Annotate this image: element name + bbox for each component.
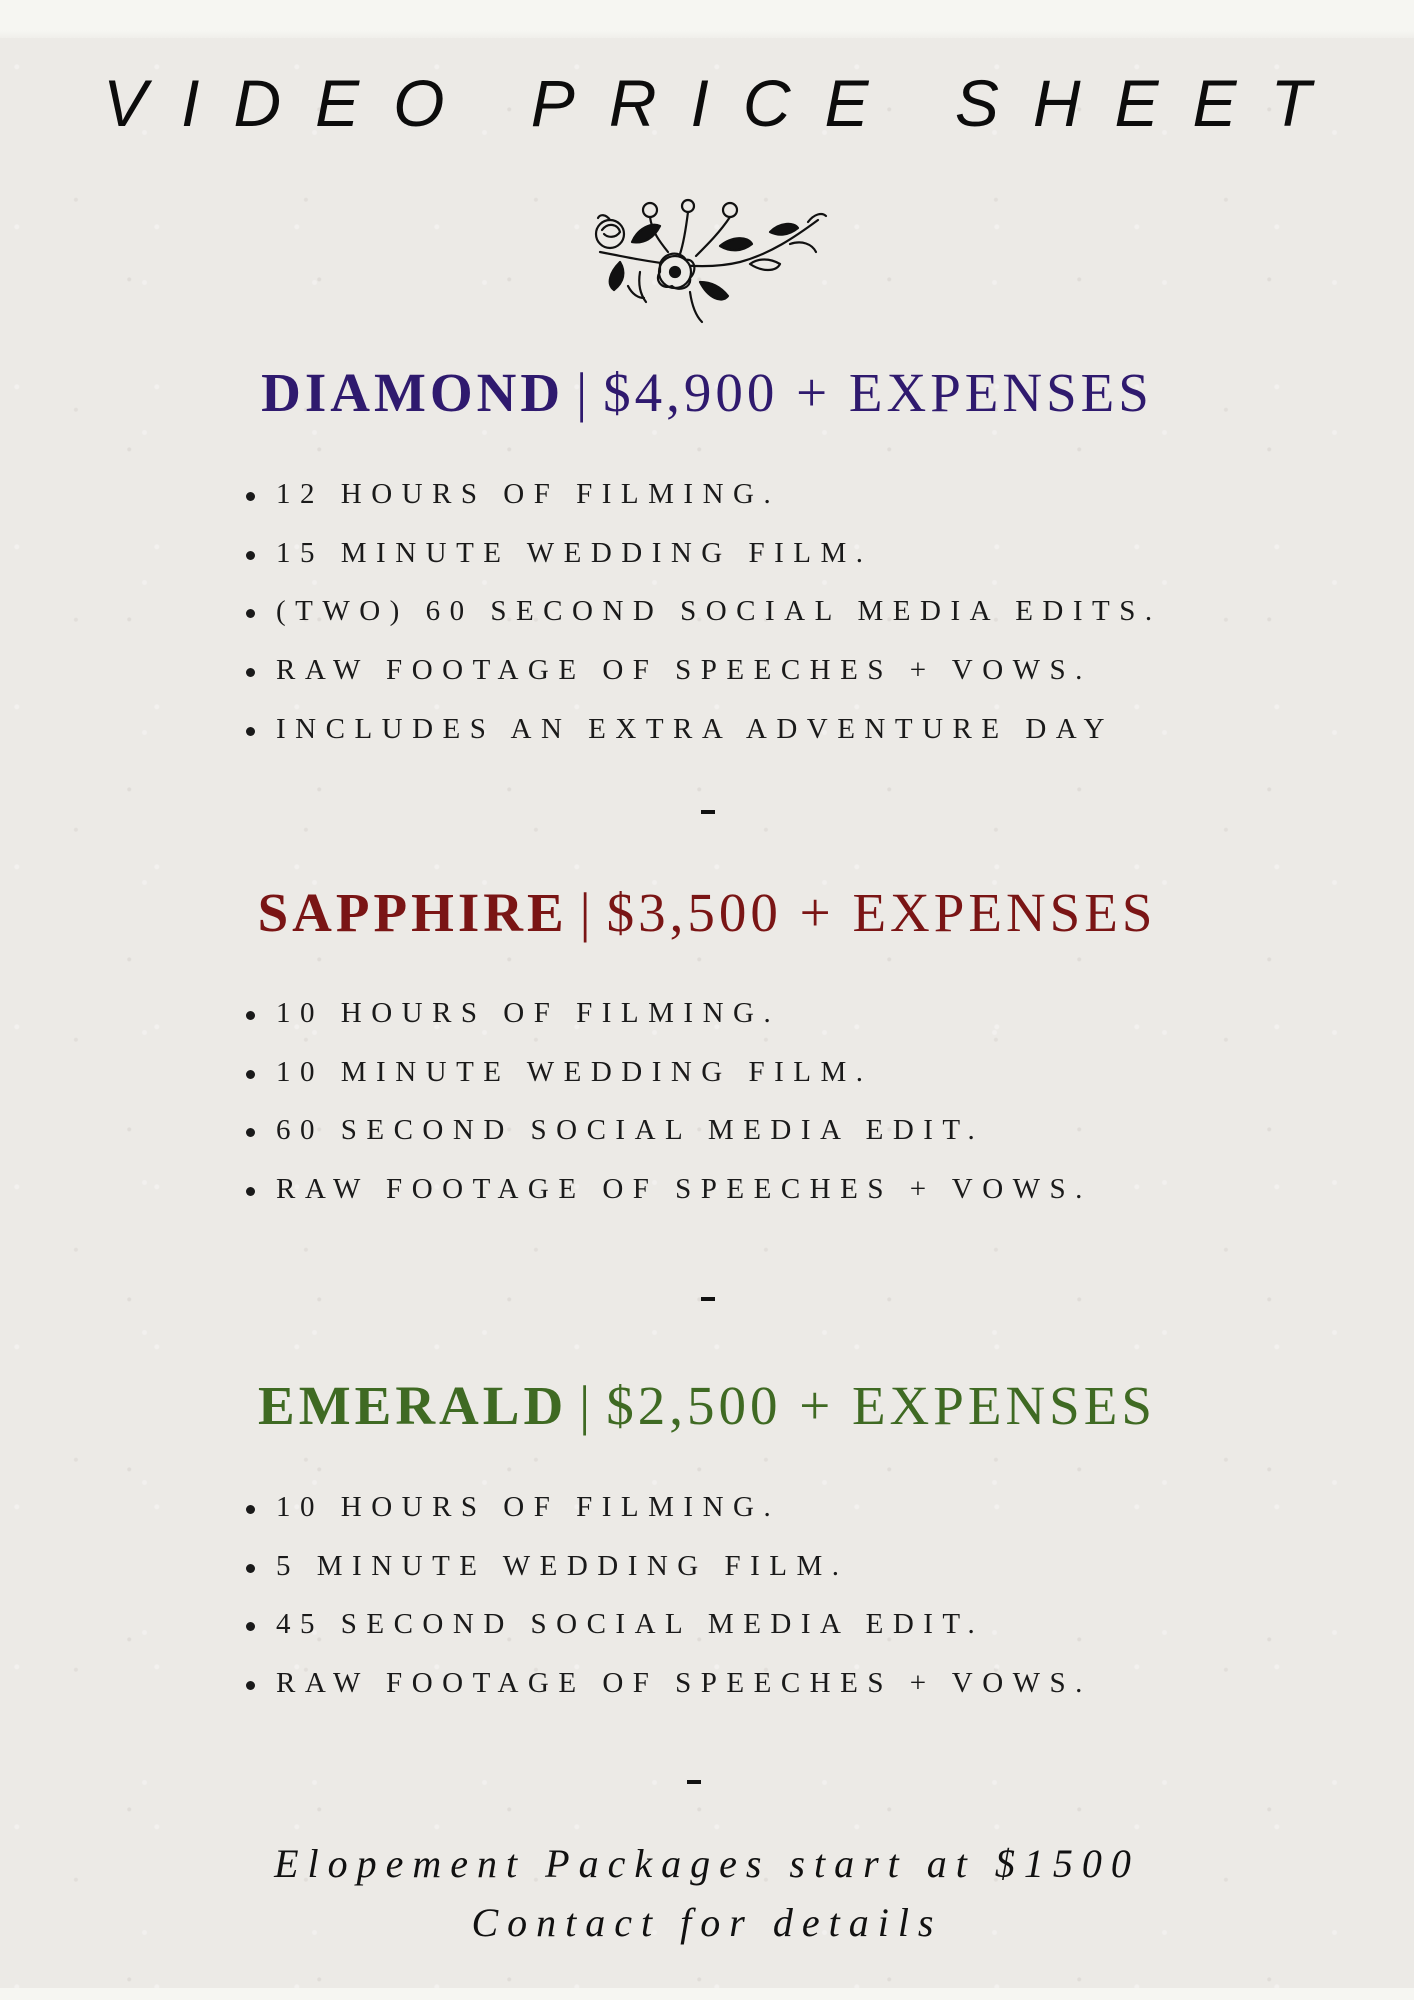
list-item: 15 MINUTE WEDDING FILM. [246,524,1162,583]
list-item: RAW FOOTAGE OF SPEECHES + VOWS. [246,1654,1092,1713]
list-item: 5 MINUTE WEDDING FILM. [246,1537,1092,1596]
contact-note: Contact for details [471,1900,943,1945]
list-item: 10 HOURS OF FILMING. [246,1478,1092,1537]
emerald-feature-list [246,1478,1092,1713]
list-item: 60 SECOND SOCIAL MEDIA EDIT. [246,1101,1092,1160]
section-divider-dash [701,1297,715,1301]
section-divider-dash [687,1780,701,1784]
list-item: INCLUDES AN EXTRA ADVENTURE DAY [246,700,1162,759]
section-divider-dash [701,810,715,814]
package-tier: EMERALD [258,1375,568,1436]
page-title: VIDEO PRICE SHEET [103,66,1345,140]
package-price: $4,900 + EXPENSES [603,362,1153,423]
package-price: $2,500 + EXPENSES [606,1375,1156,1436]
package-tier: DIAMOND [261,362,565,423]
list-item: 10 MINUTE WEDDING FILM. [246,1043,1092,1102]
heading-separator: | [576,362,592,423]
package-heading [0,882,1414,943]
package-heading [0,1375,1414,1436]
list-item: 12 HOURS OF FILMING. [246,465,1162,524]
heading-separator: | [579,882,595,943]
floral-sprig-icon [580,192,830,327]
package-heading [0,362,1414,423]
list-item: (TWO) 60 SECOND SOCIAL MEDIA EDITS. [246,582,1162,641]
list-item: 45 SECOND SOCIAL MEDIA EDIT. [246,1595,1092,1654]
package-price: $3,500 + EXPENSES [606,882,1157,943]
list-item: RAW FOOTAGE OF SPEECHES + VOWS. [246,641,1162,700]
paper-torn-edge [0,30,1414,44]
list-item: 10 HOURS OF FILMING. [246,984,1092,1043]
package-sapphire [0,882,1414,943]
diamond-feature-list [246,465,1162,758]
sapphire-feature-list [246,984,1092,1219]
package-tier: SAPPHIRE [257,882,568,943]
list-item: RAW FOOTAGE OF SPEECHES + VOWS. [246,1160,1092,1219]
package-diamond [0,362,1414,423]
heading-separator: | [579,1375,595,1436]
package-emerald [0,1375,1414,1436]
elopement-note: Elopement Packages start at $1500 [274,1841,1140,1886]
